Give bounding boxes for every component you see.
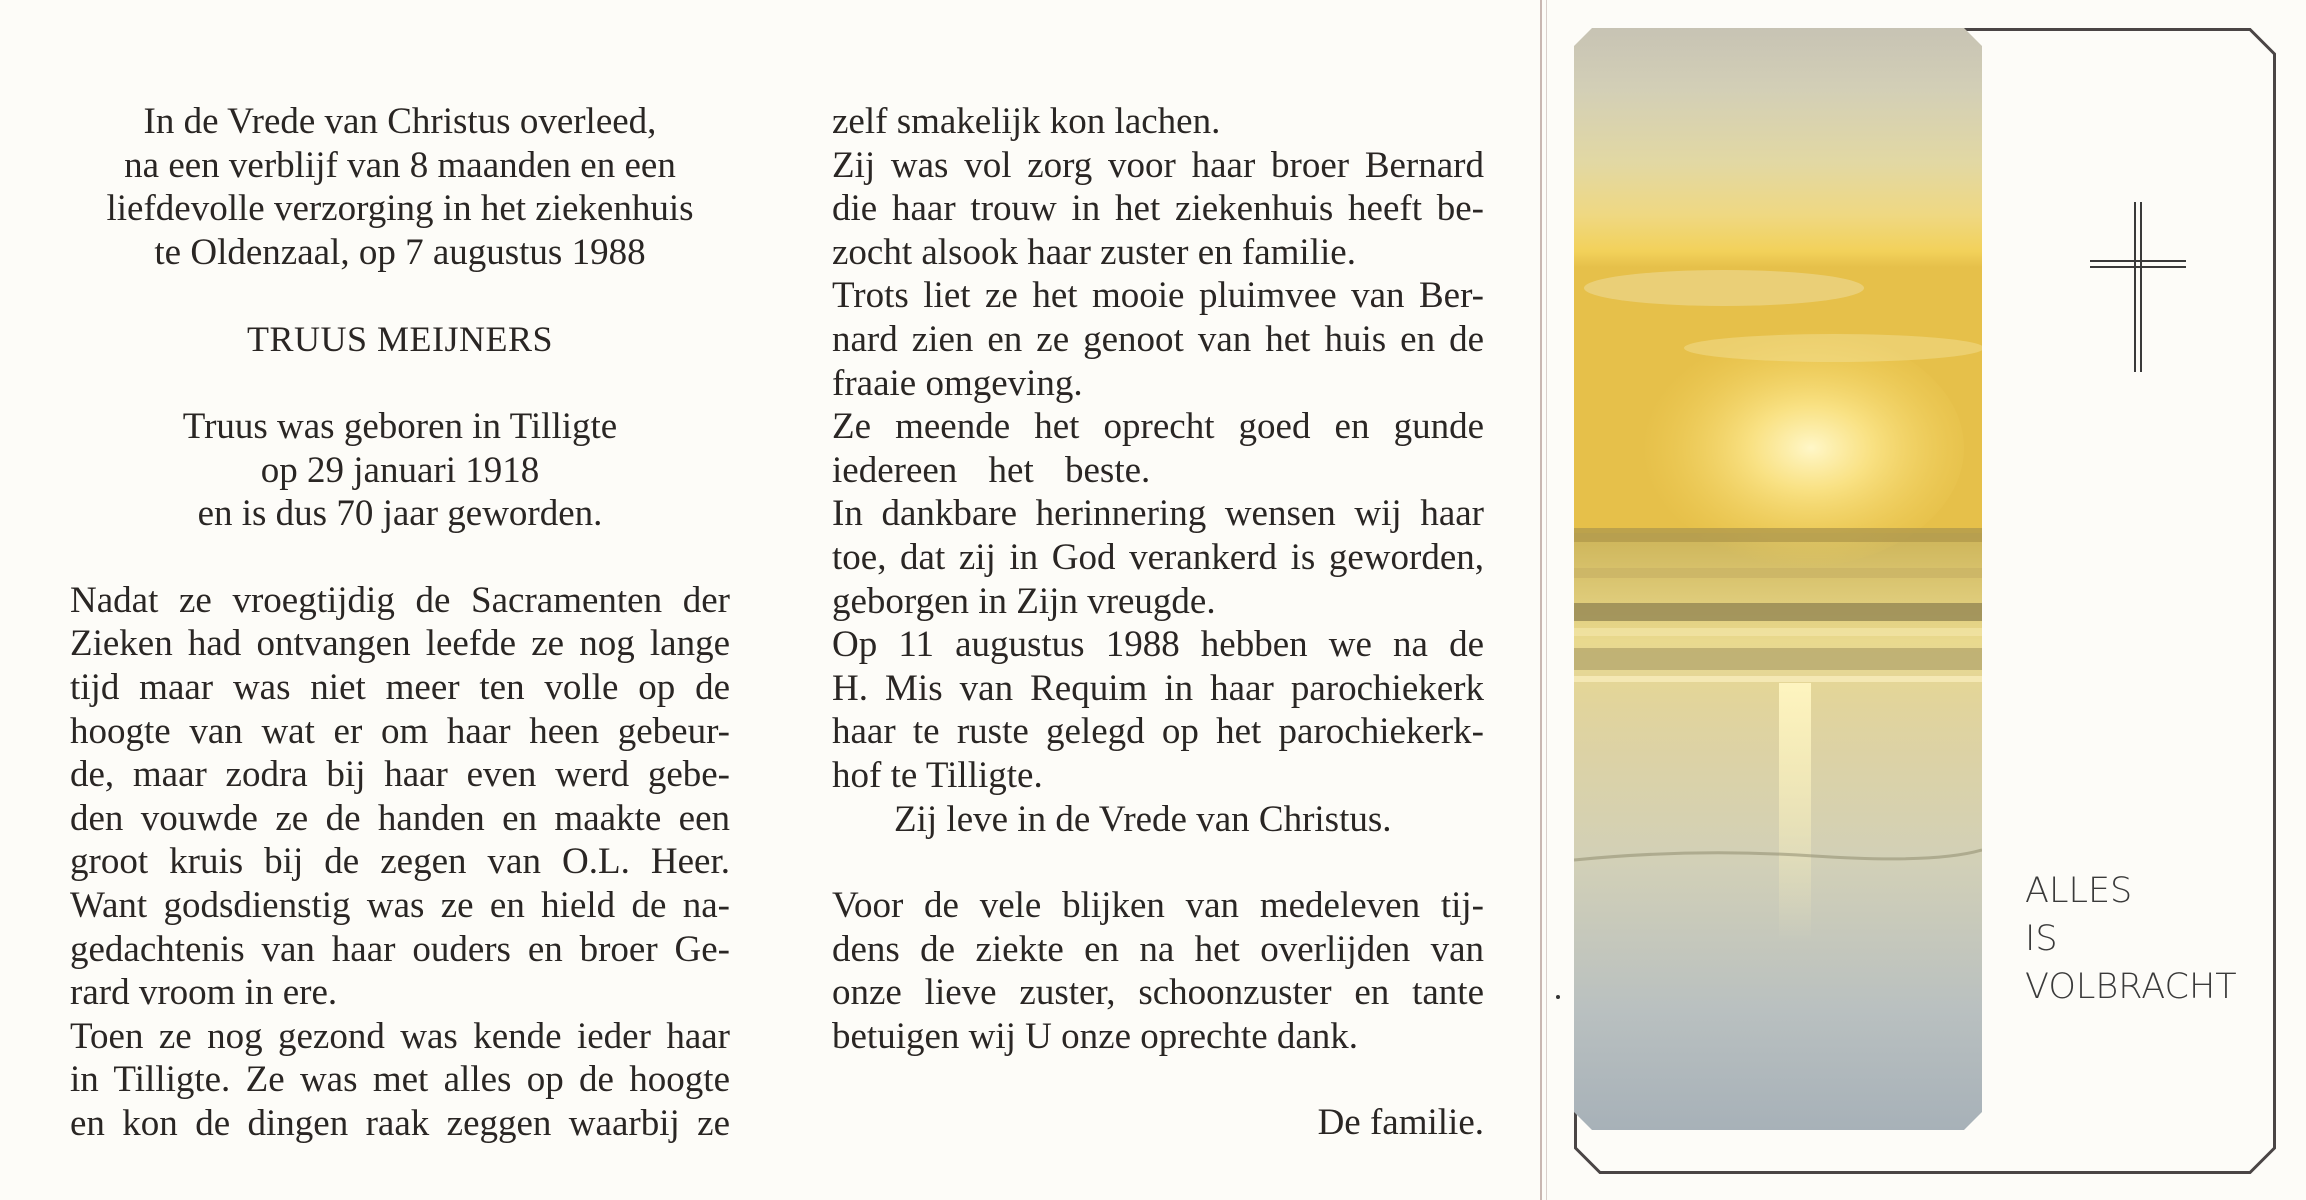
body-line: Nadat ze vroegtijdig de Sacramenten der (70, 579, 730, 621)
signature: De familie. (1317, 1102, 1484, 1144)
body-line: Zieken had ontvangen leefde ze nog lange (70, 623, 730, 665)
body-line: Want godsdienstig was ze en hield de na- (70, 884, 730, 926)
body-line: in Tilligte. Ze was met alles op de hoogte (70, 1059, 730, 1101)
fold-line (1546, 0, 1547, 1200)
birth-block (70, 405, 730, 536)
body-line: Trots liet ze het mooie pluimvee van Ber- (832, 275, 1484, 317)
intro-line: In de Vrede van Christus overleed, (143, 101, 657, 142)
body-line: tijd maar was niet meer ten volle op de (70, 666, 730, 708)
body-line: groot kruis bij de zegen van O.L. Heer. (70, 841, 730, 883)
birth-line: op 29 januari 1918 (260, 449, 540, 491)
birth-line: en is dus 70 jaar geworden. (197, 493, 603, 535)
body-line: den vouwde ze de handen en maakte een (70, 797, 730, 839)
body-line: Zij was vol zorg voor haar broer Bernard (832, 144, 1484, 186)
intro-block (70, 100, 730, 274)
body-line: Ze meende het oprecht goed en gunde (832, 406, 1484, 448)
body-line: hoogte van wat er om haar heen gebeur- (70, 710, 730, 752)
body-line: fraaie omgeving. (832, 362, 1083, 404)
fold-line (1540, 0, 1542, 1200)
sunset-sea-photo (1574, 28, 1982, 1130)
closing-line: Zij leve in de Vrede van Christus. (894, 798, 1392, 840)
cross-icon (2090, 202, 2186, 372)
thanks-block (832, 884, 1484, 1058)
body-line: toe, dat zij in God verankerd is geworden, (832, 536, 1484, 578)
thanks-line: onze lieve zuster, schoonzuster en tante (832, 972, 1484, 1014)
thanks-line: dens de ziekte en na het overlijden van (832, 928, 1484, 970)
print-dot (1556, 995, 1560, 999)
deceased-name: TRUUS MEIJNERS (246, 319, 554, 360)
body-line: In dankbare herinnering wensen wij haar (832, 493, 1484, 535)
intro-line: liefdevolle verzorging in het ziekenhuis (106, 188, 694, 230)
body-line: zelf smakelijk kon lachen. (832, 101, 1221, 142)
body-line: geborgen in Zijn vreugde. (832, 580, 1216, 622)
motto-line: VOLBRACHT (2025, 967, 2237, 1007)
body-line: hof te Tilligte. (832, 754, 1043, 796)
middle-body-text (832, 100, 1484, 841)
motto (2025, 867, 2237, 1011)
body-line: haar te ruste gelegd op het parochiekerk- (832, 711, 1484, 753)
motto-line: ALLES (2025, 871, 2133, 911)
left-body-text (70, 579, 730, 1146)
body-line: die haar trouw in het ziekenhuis heeft be- (832, 188, 1484, 230)
body-line: en kon de dingen raak zeggen waarbij ze (70, 1102, 730, 1144)
body-line: nard zien en ze genoot van het huis en de (832, 318, 1484, 360)
body-line: gedachtenis van haar ouders en broer Ge- (70, 928, 730, 970)
intro-line: te Oldenzaal, op 7 augustus 1988 (154, 231, 646, 273)
card-fold (1538, 0, 1550, 1200)
body-line: H. Mis van Requim in haar parochiekerk (832, 667, 1484, 709)
birth-line: Truus was geboren in Tilligte (182, 405, 618, 447)
left-column (70, 100, 730, 1145)
body-line: Op 11 augustus 1988 hebben we na de (832, 624, 1484, 666)
thanks-line: Voor de vele blijken van medeleven tij- (832, 885, 1484, 927)
thanks-line: betuigen wij U onze oprechte dank. (832, 1015, 1359, 1057)
body-line: iedereen het beste. (832, 449, 1151, 491)
body-line: de, maar zodra bij haar even werd gebe- (70, 754, 730, 796)
middle-column (832, 100, 1484, 1145)
body-line: Toen ze nog gezond was kende ieder haar (70, 1015, 730, 1057)
intro-line: na een verblijf van 8 maanden en een (124, 144, 676, 186)
motto-line: IS (2025, 919, 2058, 959)
body-line: rard vroom in ere. (70, 972, 338, 1014)
body-line: zocht alsook haar zuster en familie. (832, 231, 1356, 273)
